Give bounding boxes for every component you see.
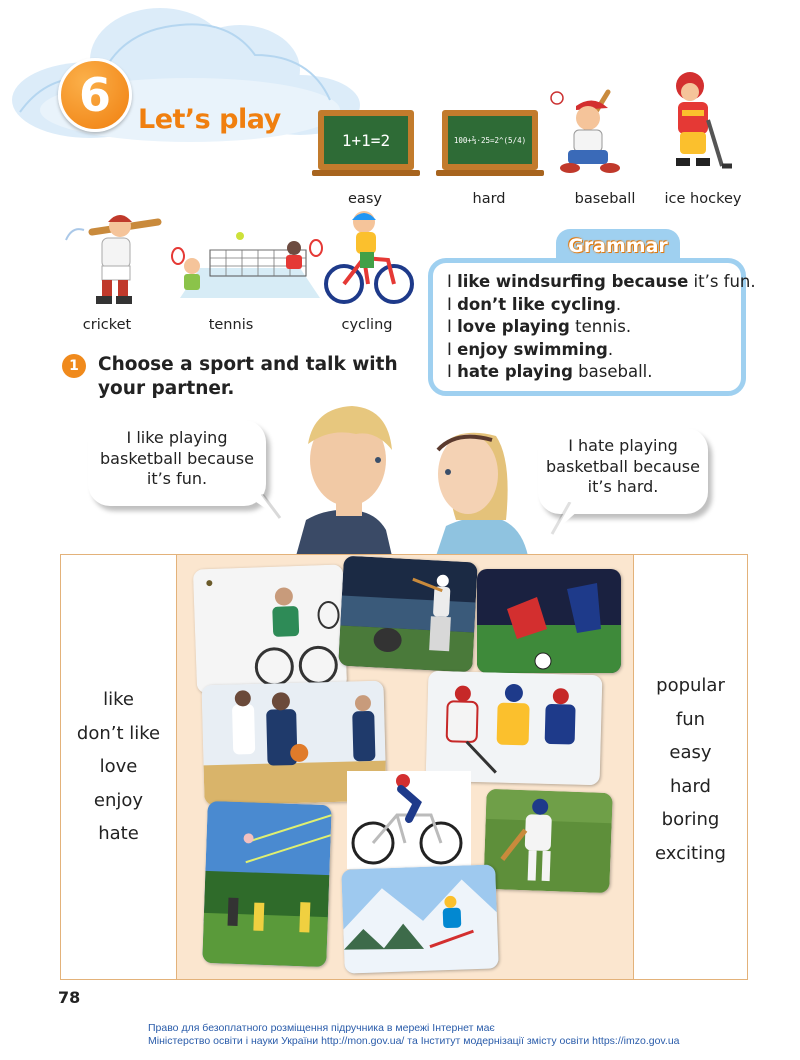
verbs-column xyxy=(61,555,177,979)
cricket-player-picture xyxy=(62,208,162,312)
wheelchair-tennis-photo xyxy=(193,564,347,693)
verb-word: hate xyxy=(98,823,139,844)
vocab-label-easy: easy xyxy=(348,191,382,207)
adjectives-column xyxy=(633,555,747,979)
grammar-example: I enjoy swimming. xyxy=(447,339,614,359)
adjective-word: popular xyxy=(656,675,725,696)
page-number: 78 xyxy=(58,988,81,1007)
unit-number-badge: 6 xyxy=(58,58,132,132)
volleyball-photo xyxy=(202,801,332,967)
verb-word: like xyxy=(103,689,134,710)
verb-word: don’t like xyxy=(76,722,161,744)
grammar-example: I hate playing baseball. xyxy=(447,362,653,381)
cycling-photo xyxy=(347,771,471,869)
board-equation-hard: 100+⅔·25=2^(5/4) xyxy=(453,135,527,145)
grammar-box xyxy=(428,258,756,396)
grammar-example: I like windsurfing because it’s fun. xyxy=(447,272,756,291)
boy-and-girl-photo xyxy=(296,400,536,556)
baseball-player-picture xyxy=(548,88,638,178)
speech-bubble-tail xyxy=(240,494,284,520)
speech-line: it’s hard. xyxy=(587,477,659,496)
grammar-example: I love playing tennis. xyxy=(447,317,632,336)
tennis-players-picture xyxy=(170,228,330,308)
cyclist-picture xyxy=(322,208,414,310)
vocab-label-tennis: tennis xyxy=(208,317,254,333)
vocab-label-baseball: baseball xyxy=(574,191,636,207)
ice-hockey-photo xyxy=(426,671,603,786)
football-photo xyxy=(477,569,621,673)
word-table xyxy=(60,554,748,980)
task-number-badge: 1 xyxy=(62,354,86,378)
chalkboard-hard-picture xyxy=(442,110,538,170)
speech-bubble-tail xyxy=(548,502,592,536)
adjective-word: boring xyxy=(661,809,720,830)
adjective-word: easy xyxy=(669,742,712,763)
verb-word: enjoy xyxy=(93,789,144,811)
unit-title: Let’s play xyxy=(138,104,281,135)
copyright-footer xyxy=(148,1022,680,1048)
vocab-label-cycling: cycling xyxy=(341,317,393,333)
speech-line: I like playing xyxy=(126,428,228,447)
board-equation-easy: 1+1=2 xyxy=(341,130,391,150)
ice-hockey-player-picture xyxy=(668,70,738,178)
vocab-label-ice-hockey: ice hockey xyxy=(664,191,742,207)
footer-line: Міністерство освіти і науки України http://mon.gov.ua/ та Інститут модернізації змісту освіти https://imzo.gov.ua xyxy=(148,1035,680,1047)
speech-line: basketball because xyxy=(546,456,700,476)
vocab-label-hard: hard xyxy=(472,191,506,207)
speech-line: it’s fun. xyxy=(146,469,208,488)
board-base xyxy=(436,170,544,176)
chalkboard-easy-picture xyxy=(318,110,414,170)
speech-line: I hate playing xyxy=(568,436,678,455)
adjective-word: fun xyxy=(675,708,706,730)
verb-word: love xyxy=(99,756,138,777)
adjective-word: hard xyxy=(670,775,711,797)
adjective-word: exciting xyxy=(655,842,726,864)
speech-line: basketball because xyxy=(100,448,254,468)
grammar-example: I don’t like cycling. xyxy=(447,294,622,314)
verbs-list xyxy=(61,683,176,851)
skiing-photo xyxy=(341,864,499,973)
board-base xyxy=(312,170,420,176)
vocab-label-cricket: cricket xyxy=(82,317,132,333)
cricket-photo xyxy=(483,789,612,893)
footer-line: Право для безоплатного розміщення підручника в мережі Інтернет має xyxy=(148,1022,495,1034)
task-instruction: Choose a sport and talk with your partner. xyxy=(98,354,398,399)
adjectives-list xyxy=(634,669,747,870)
grammar-tab: Grammar xyxy=(556,229,680,263)
baseball-photo xyxy=(338,556,478,673)
sports-photos-collage xyxy=(177,555,633,979)
